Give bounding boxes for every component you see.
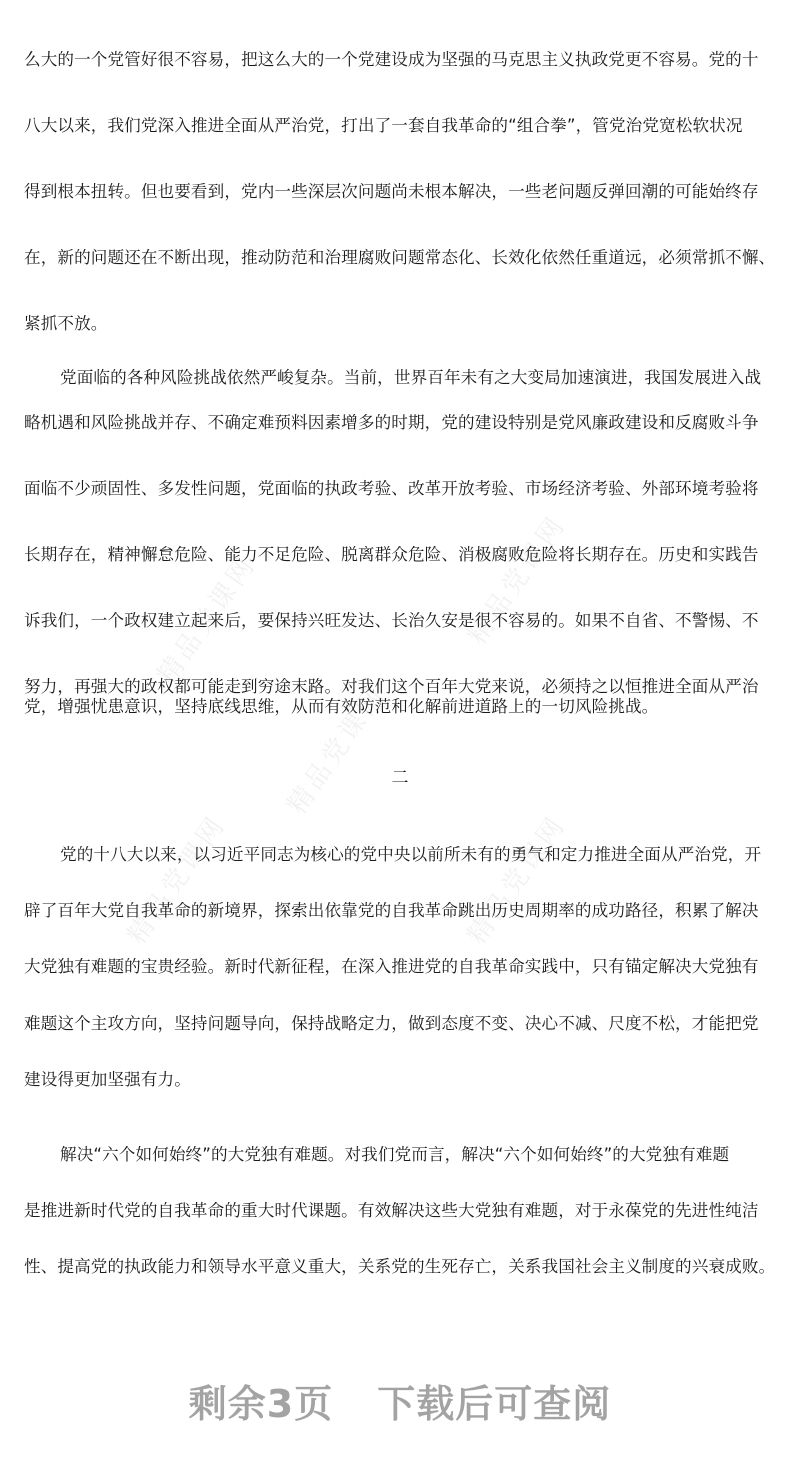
watermark: 精品党课网 xyxy=(281,679,393,820)
text-line: 大党独有难题的宝贵经验。新时代新征程，在深入推进党的自我革命实践中，只有锚定解决大党独有 xyxy=(24,957,759,976)
text-line: 面临不少顽固性、多发性问题，党面临的执政考验、改革开放考验、市场经济考验、外部环境考验将 xyxy=(24,479,759,498)
text-line: 略机遇和风险挑战并存、不确定难预料因素增多的时期，党的建设特别是党风廉政建设和反腐败斗争 xyxy=(24,413,759,432)
text-line: 么大的一个党管好很不容易，把这么大的一个党建设成为坚强的马克思主义执政党更不容易。党的十 xyxy=(24,50,759,69)
download-label: 下载后可查阅 xyxy=(377,1382,612,1426)
text-line: 辟了百年大党自我革命的新境界，探索出依靠党的自我革命跳出历史周期率的成功路径，积累了解决 xyxy=(24,901,759,920)
text-line: 在，新的问题还在不断出现，推动防范和治理腐败问题常态化、长效化依然任重道远，必须常抓不懈、 xyxy=(24,248,776,267)
text-line: 解决“六个如何始终”的大党独有难题。对我们党而言，解决“六个如何始终”的大党独有难题 xyxy=(60,1145,730,1164)
section-heading: 二 xyxy=(391,768,409,788)
text-line: 建设得更加坚强有力。 xyxy=(24,1070,191,1089)
text-line: 诉我们，一个政权建立起来后，要保持兴旺发达、长治久安是很不容易的。如果不自省、不警惕、不 xyxy=(24,611,759,630)
watermark: 精品党课网 xyxy=(121,809,233,950)
watermark: 精品党课网 xyxy=(461,809,573,950)
watermark: 精品党课网 xyxy=(461,509,573,650)
text-line: 努力，再强大的政权都可能走到穷途末路。对我们这个百年大党来说，必须持之以恒推进全面从严治 xyxy=(24,677,759,696)
text-line: 是推进新时代党的自我革命的重大时代课题。有效解决这些大党独有难题，对于永葆党的先进性纯洁 xyxy=(24,1201,759,1220)
text-line: 党面临的各种风险挑战依然严峻复杂。当前，世界百年未有之大变局加速演进，我国发展进入战 xyxy=(60,368,762,387)
watermark: 精品党课网 xyxy=(151,549,263,690)
text-line: 八大以来，我们党深入推进全面从严治党，打出了一套自我革命的“组合拳”，管党治党宽松软状况 xyxy=(24,116,743,135)
text-line: 党的十八大以来，以习近平同志为核心的党中央以前所未有的勇气和定力推进全面从严治党，开 xyxy=(60,845,762,864)
text-line: 性、提高党的执政能力和领导水平意义重大，关系党的生死存亡，关系我国社会主义制度的兴衰成败。 xyxy=(24,1257,776,1276)
text-line: 难题这个主攻方向，坚持问题导向，保持战略定力，做到态度不变、决心不减、尺度不松，才能把党 xyxy=(24,1014,759,1033)
remaining-pages-label: 剩余3页 xyxy=(188,1382,334,1426)
text-line: 得到根本扭转。但也要看到，党内一些深层次问题尚未根本解决，一些老问题反弹回潮的可能始终存 xyxy=(24,182,759,201)
text-line: 党，增强忧患意识，坚持底线思维，从而有效防范和化解前进道路上的一切风险挑战。 xyxy=(24,697,659,716)
text-line: 紧抓不放。 xyxy=(24,314,108,333)
download-to-read-more-banner[interactable] xyxy=(0,1373,800,1428)
text-line: 长期存在，精神懈怠危险、能力不足危险、脱离群众危险、消极腐败危险将长期存在。历史和实践告 xyxy=(24,545,759,564)
